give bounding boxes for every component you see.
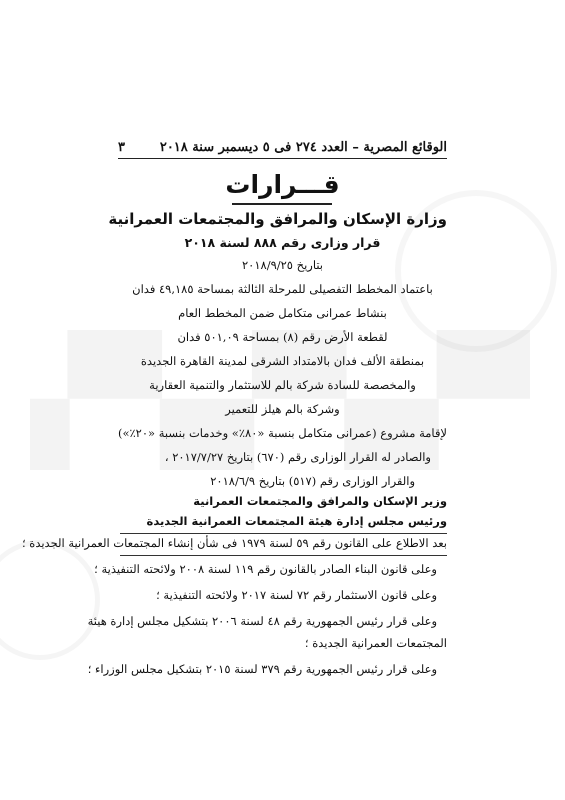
minister-heading: وزير الإسكان والمرافق والمجتمعات العمرانية (193, 494, 447, 508)
decree-number: قرار وزارى رقم ٨٨٨ لسنة ٢٠١٨ (184, 235, 381, 250)
publication-info: الوقائع المصرية – العدد ٢٧٤ فى ٥ ديسمبر سنة ٢٠١٨ (159, 140, 447, 155)
decree-subject-line: والقرار الوزارى رقم (٥١٧) بتاريخ ٢٠١٨/٦/٩ (210, 474, 415, 488)
authority-heading: ورئيس مجلس إدارة هيئة المجتمعات العمرانية الجديدة (146, 514, 447, 528)
preamble-divider (120, 555, 447, 556)
preamble-line: وعلى قرار رئيس الجمهورية رقم ٣٧٩ لسنة ٢٠١٥ بتشكيل مجلس الوزراء ؛ (87, 662, 437, 676)
page-number: ٣ (118, 140, 125, 155)
decree-subject-line: لإقامة مشروع (عمرانى متكامل بنسبة «٨٠٪» وخدمات بنسبة «٢٠٪») (117, 426, 447, 440)
header-divider (118, 158, 447, 159)
preamble-line: وعلى قرار رئيس الجمهورية رقم ٤٨ لسنة ٢٠٠٦ بتشكيل مجلس إدارة هيئة (87, 614, 437, 628)
ministry-name: وزارة الإسكان والمرافق والمجتمعات العمرانية (108, 210, 447, 228)
decree-subject-line: باعتماد المخطط التفصيلى للمرحلة الثالثة بمساحة ٤٩,١٨٥ فدان (132, 282, 433, 296)
decree-subject-line: والمخصصة للسادة شركة بالم للاستثمار والتنمية العقارية (149, 378, 416, 392)
watermark-seal-left (0, 540, 100, 660)
preamble-line: وعلى قانون الاستثمار رقم ٧٢ لسنة ٢٠١٧ ولائحته التنفيذية ؛ (156, 588, 437, 602)
decree-date: بتاريخ ٢٠١٨/٩/٢٥ (241, 258, 323, 272)
preamble-line: المجتمعات العمرانية الجديدة ؛ (304, 636, 447, 650)
preamble-line: وعلى قانون البناء الصادر بالقانون رقم ١١٩ لسنة ٢٠٠٨ ولائحته التنفيذية ؛ (94, 562, 437, 576)
section-title: قـــرارات (225, 170, 340, 199)
running-header (118, 133, 447, 155)
decree-subject-line: وشركة بالم هيلز للتعمير (225, 402, 340, 416)
decree-subject-line: بمنطقة الألف فدان بالامتداد الشرقى لمدينة القاهرة الجديدة (140, 354, 425, 368)
decree-subject-line: لقطعة الأرض رقم (٨) بمساحة ٥٠١,٠٩ فدان (177, 330, 388, 344)
preamble-line: بعد الاطلاع على القانون رقم ٥٩ لسنة ١٩٧٩ فى شأن إنشاء المجتمعات العمرانية الجديدة ؛ (21, 536, 447, 550)
title-underline (232, 203, 332, 205)
decree-subject-line: بنشاط عمرانى متكامل ضمن المخطط العام (178, 306, 387, 320)
decree-subject-line: والصادر له القرار الوزارى رقم (٦٧٠) بتاريخ ٢٠١٧/٧/٢٧ ، (164, 450, 431, 464)
